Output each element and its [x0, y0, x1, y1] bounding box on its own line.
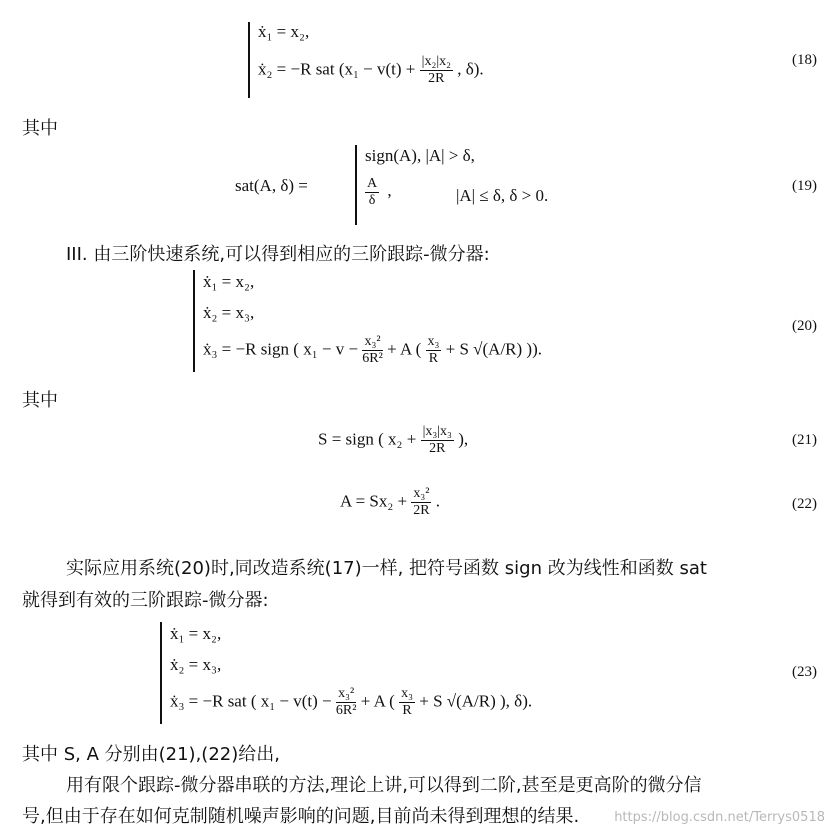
eq20-line3 — [203, 334, 542, 367]
eq23-fraction2-den: R — [402, 703, 412, 718]
where-label-2: 其中 — [22, 390, 58, 411]
eq18-line2 — [258, 54, 484, 87]
eq23-line1: ẋ₁ = x₂, — [170, 624, 222, 643]
eq21-fraction-num: |x₃|x₃ — [422, 424, 452, 439]
paragraph-1-line-1: 实际应用系统(20)时,同改造系统(17)一样, 把符号函数 sign 改为线性和函数 sat — [66, 558, 707, 579]
eq20-line2: ẋ₂ = x₃, — [203, 303, 255, 322]
eq20-line1: ẋ₁ = x₂, — [203, 272, 255, 291]
eq18-number: (18) — [792, 52, 817, 68]
eq22 — [340, 486, 440, 519]
where-label-1: 其中 — [22, 118, 58, 139]
paragraph-2: 其中 S, A 分别由(21),(22)给出, — [22, 744, 280, 765]
eq19-brace — [355, 145, 357, 225]
eq18-line2-main: (x₁ − v(t) + — [338, 59, 416, 79]
eq20-number: (20) — [792, 318, 817, 334]
eq19-case1: sign(A), |A| > δ, — [365, 146, 475, 165]
eq22-lhs: A = Sx₂ + — [340, 491, 408, 511]
eq18-line2-lhs: ẋ₂ = −R sat — [258, 59, 335, 79]
eq23-line3 — [170, 686, 532, 719]
eq20-fraction1-num: x₃² — [362, 334, 383, 351]
eq23-fraction1-den: 6R² — [335, 703, 357, 718]
eq21-number: (21) — [792, 432, 817, 448]
eq20-fraction1-den: 6R² — [362, 351, 383, 366]
eq22-fraction-num: x₃² — [413, 486, 430, 501]
eq18-line1: ẋ₁ = x₂, — [258, 22, 310, 41]
eq23-line3-a: ẋ₃ = −R sat ( x₁ − v(t) − — [170, 691, 332, 711]
eq19-case2-comma: , — [387, 181, 392, 201]
eq23-brace — [160, 622, 162, 724]
eq19-case2-cond: |A| ≤ δ, δ > 0. — [456, 186, 549, 205]
eq23-fraction2 — [399, 686, 415, 719]
eq18-fraction-den: 2R — [428, 71, 445, 86]
eq21-fraction-den: 2R — [429, 441, 446, 456]
eq18-fraction-num: |x₂|x₂ — [421, 54, 452, 69]
eq19-case2 — [365, 176, 392, 209]
eq22-end: . — [435, 491, 440, 511]
eq20-fraction2 — [426, 334, 442, 367]
eq23-line3-c: + S √(A/R) ), δ). — [419, 691, 533, 711]
eq21-end: ), — [458, 429, 469, 449]
watermark: https://blog.csdn.net/Terrys0518 — [614, 810, 825, 825]
paragraph-3-line-1: 用有限个跟踪-微分器串联的方法,理论上讲,可以得到二阶,甚至是更高阶的微分信 — [66, 775, 702, 796]
eq20-fraction1 — [362, 334, 383, 367]
eq20-line3-a: ẋ₃ = −R sign ( x₁ − v − — [203, 339, 359, 359]
eq19-fraction — [365, 176, 379, 209]
eq18-brace — [248, 22, 250, 98]
paragraph-3-line-2: 号,但由于存在如何克制随机噪声影响的问题,目前尚未得到理想的结果. — [22, 806, 580, 827]
eq19-number: (19) — [792, 178, 817, 194]
section-iii: III. 由三阶快速系统,可以得到相应的三阶跟踪-微分器: — [66, 244, 490, 265]
eq23-fraction2-num: x₃ — [401, 686, 413, 701]
eq20-line3-b: + A ( — [387, 339, 422, 359]
eq18-fraction — [420, 54, 453, 87]
eq23-line2: ẋ₂ = x₃, — [170, 655, 222, 674]
eq21-lhs: S = sign ( x₂ + — [318, 429, 417, 449]
eq18-line2-end: , δ). — [457, 59, 484, 79]
eq19-lhs: sat(A, δ) = — [235, 176, 308, 195]
eq23-number: (23) — [792, 664, 817, 680]
eq23-line3-b: + A ( — [360, 691, 395, 711]
eq20-fraction2-den: R — [428, 351, 439, 366]
eq23-fraction1-num: x₃² — [336, 686, 357, 703]
eq19-fraction-den: δ — [368, 193, 376, 208]
eq19-fraction-num: A — [367, 176, 378, 191]
eq21 — [318, 424, 468, 457]
paragraph-1-line-2: 就得到有效的三阶跟踪-微分器: — [22, 590, 269, 611]
eq20-brace — [193, 270, 195, 372]
eq22-fraction — [411, 486, 431, 519]
eq20-line3-c: + S √(A/R) )). — [445, 339, 542, 359]
eq20-fraction2-num: x₃ — [427, 334, 440, 349]
eq22-number: (22) — [792, 496, 817, 512]
eq22-fraction-den: 2R — [413, 503, 430, 518]
eq21-fraction — [421, 424, 454, 457]
eq23-fraction1 — [336, 686, 357, 719]
